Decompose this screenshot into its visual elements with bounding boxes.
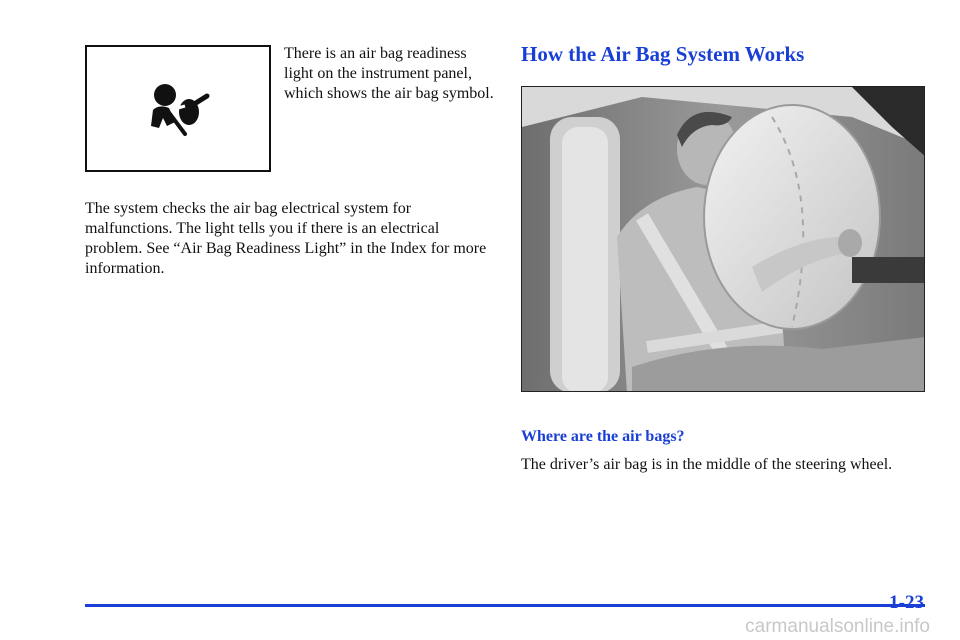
readiness-light-paragraph: There is an air bag readiness light on the instrument panel, which shows the air bag symbol.: [284, 45, 494, 102]
footer-rule: [85, 604, 925, 607]
air-bag-location-answer: The driver’s air bag is in the middle of the steering wheel.: [521, 456, 893, 473]
system-check-paragraph: The system checks the air bag electrical system for malfunctions. The light tells you if there is an electrical problem. See “Air Bag Readiness Light” in the Index for more information.: [85, 200, 487, 277]
deployed-air-bag-illustration: [521, 86, 925, 392]
air-bag-location-question: Where are the air bags?: [521, 428, 685, 445]
air-bag-symbol-icon: [145, 82, 215, 142]
air-bag-symbol-box: [85, 45, 271, 172]
section-title: How the Air Bag System Works: [521, 42, 805, 66]
page-number: 1-23: [889, 592, 924, 613]
watermark[interactable]: carmanualsonline.info: [745, 616, 930, 637]
